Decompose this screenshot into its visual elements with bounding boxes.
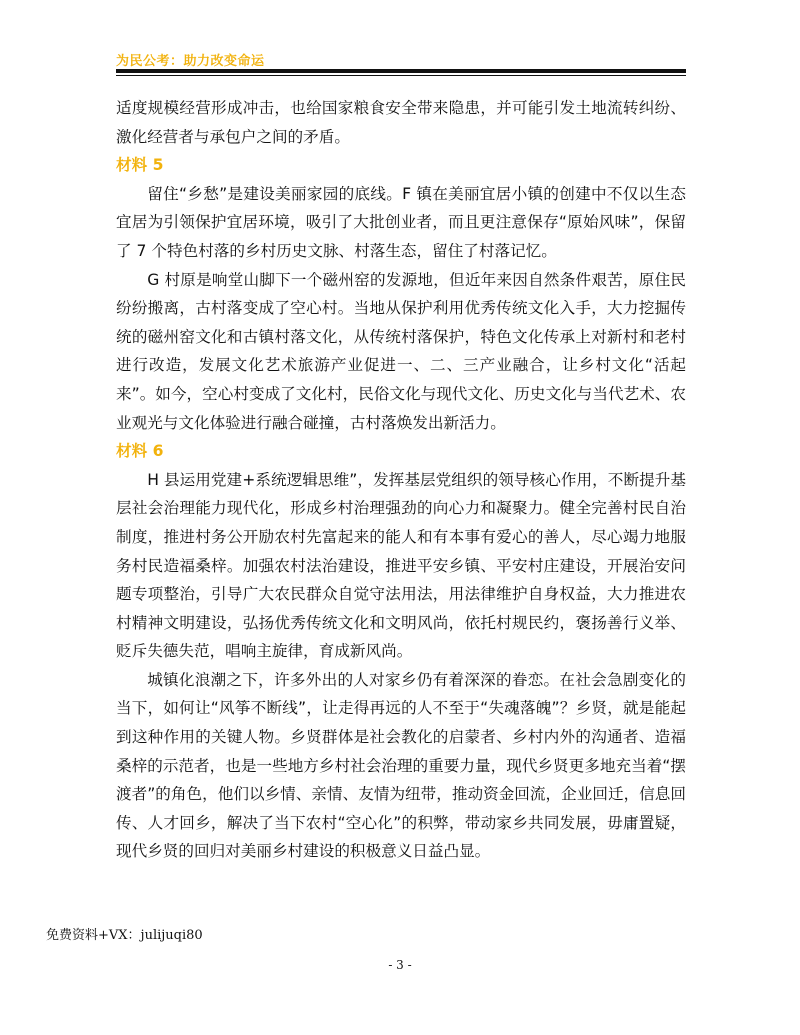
- paragraph-continuation: 适度规模经营形成冲击，也给国家粮食安全带来隐患，并可能引发土地流转纠纷、激化经营者与承包户之间的矛盾。: [116, 99, 686, 146]
- header-rule-thin: [116, 75, 686, 76]
- paragraph-material-5-1: 留住“乡愁”是建设美丽家园的底线。F 镇在美丽宜居小镇的创建中不仅以生态宜居为引领保护宜居环境，吸引了大批创业者，而且更注意保存“原始风味”，保留了 7 个特色村落的乡村历史文脉、村落生态，留住了村落记忆。: [116, 184, 686, 260]
- section-heading-material-6: 材料 6: [116, 442, 164, 461]
- paragraph-material-5-2: G 村原是响堂山脚下一个磁州窑的发源地，但近年来因自然条件艰苦，原住民纷纷搬离，古村落变成了空心村。当地从保护利用优秀传统文化入手，大力挖掘传统的磁州窑文化和古镇村落文化，从传统村落保护，特色文化传承上对新村和老村进行改造，发展文化艺术旅游产业促进一、二、三产业融合，让乡村文化“活起来”。如今，空心村变成了文化村，民俗文化与现代文化、历史文化与当代艺术、农业观光与文化体验进行融合碰撞，古村落焕发出新活力。: [116, 270, 686, 432]
- paragraph-material-6-2: 城镇化浪潮之下，许多外出的人对家乡仍有着深深的眷恋。在社会急剧变化的当下，如何让“风筝不断线”，让走得再远的人不至于“失魂落魄”？乡贤，就是能起到这种作用的关键人物。乡贤群体是社会教化的启蒙者、乡村内外的沟通者、造福桑梓的示范者，也是一些地方乡村社会治理的重要力量，现代乡贤更多地充当着“摆渡者”的角色，他们以乡情、亲情、友情为纽带，推动资金回流，企业回迁，信息回传、人才回乡，解决了当下农村“空心化”的积弊，带动家乡共同发展，毋庸置疑，现代乡贤的回归对美丽乡村建设的积极意义日益凸显。: [116, 670, 686, 861]
- document-body: [116, 94, 686, 866]
- paragraph-material-6-1: H 县运用党建+系统逻辑思维”，发挥基层党组织的领导核心作用，不断提升基层社会治理能力现代化，形成乡村治理强劲的向心力和凝聚力。健全完善村民自治制度，推进村务公开励农村先富起来的能人和有本事有爱心的善人，尽心竭力地服务村民造福桑梓。加强农村法治建设，推进平安乡镇、平安村庄建设，开展治安问题专项整治，引导广大农民群众自觉守法用法，用法律维护自身权益，大力推进农村精神文明建设，弘扬优秀传统文化和文明风尚，依托村规民约，褒扬善行义举、贬斥失德失范，唱响主旋律，育成新风尚。: [116, 470, 686, 661]
- header-rule-thick: [116, 69, 686, 73]
- page-header-title: 为民公考：助力改变命运: [116, 54, 265, 69]
- section-heading-material-5: 材料 5: [116, 156, 164, 175]
- page-number: - 3 -: [388, 958, 412, 972]
- footer-contact-note: 免费资料+VX：julijuqi80: [46, 928, 203, 943]
